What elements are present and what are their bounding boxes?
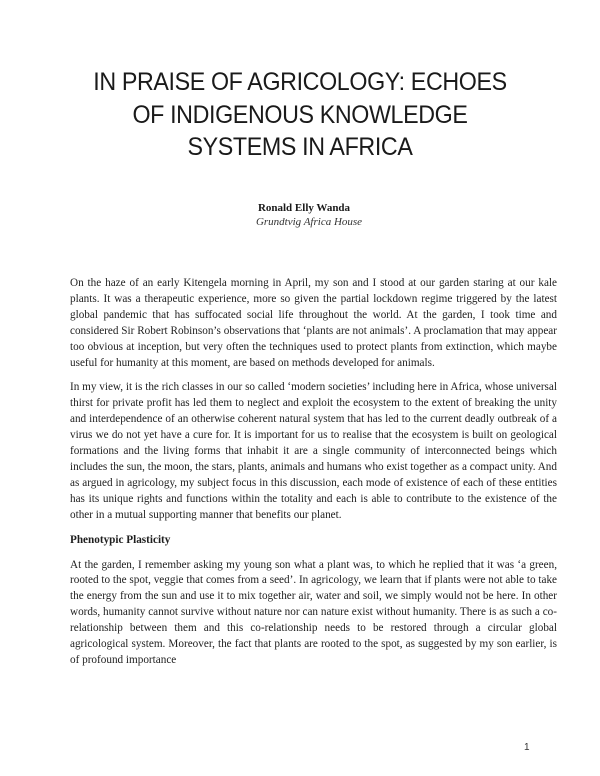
document-title: IN PRAISE OF AGRICOLOGY: ECHOES OF INDIGENOUS KNOWLEDGE SYSTEMS IN AFRICA bbox=[93, 68, 507, 161]
section-heading: Phenotypic Plasticity bbox=[70, 533, 171, 546]
document-body bbox=[70, 276, 557, 678]
paragraph: On the haze of an early Kitengela morning in April, my son and I stood at our garden staring at our kale plants. It was a therapeutic experience, more so given the partial lockdown regime triggered by the latest global pandemic that has suffocated social life throughout the world. At the garden, I took time and considered Sir Robert Robinson’s observations that ‘plants are not animals’. A proclamation that may appear too obvious at inception, but very often the techniques used to protect plants from extinction, which maybe useful for humanity at this moment, are based on methods developed for animals. bbox=[70, 277, 557, 369]
page-number: 1 bbox=[524, 742, 530, 753]
author-block bbox=[0, 201, 600, 229]
paragraph: In my view, it is the rich classes in our so called ‘modern societies’ including here in Africa, whose universal thirst for private profit has led them to neglect and exploit the ecosystem to the extent of breaking the unity and interdependence of an otherwise coherent natural system that has led to the current deadly outbreak of a virus we do not yet have a cure for. It is important for us to realise that the ecosystem is built on geological formations and the living forms that inhabit it are a single community of interconnected beings which includes the sun, the moon, the stars, plants, animals and humans who exist together as a compact unity. And as argued in agricology, my subject focus in this discussion, each mode of existence of each of these entities has its unique rights and functions within the totality and each is able to contribute to the existence of the other in a mutual supporting manner that benefits our planet. bbox=[70, 381, 557, 521]
author-name: Ronald Elly Wanda bbox=[257, 202, 351, 214]
paragraph: At the garden, I remember asking my young son what a plant was, to which he replied that it was ‘a green, rooted to the spot, veggie that comes from a seed’. In agricology, we learn that if plants were not able to take the energy from the sun and use it to mix together air, water and soil, we simply would not be here. In other words, humanity cannot survive without nature nor can nature exist without humanity. There is as such a co-relationship between them and this co-relationship needs to be restored through a circular global agricological system. Moreover, the fact that plants are rooted to the spot, as suggested by my son earlier, is of profound importance bbox=[70, 558, 557, 666]
author-affiliation: Grundtvig Africa House bbox=[255, 216, 363, 228]
